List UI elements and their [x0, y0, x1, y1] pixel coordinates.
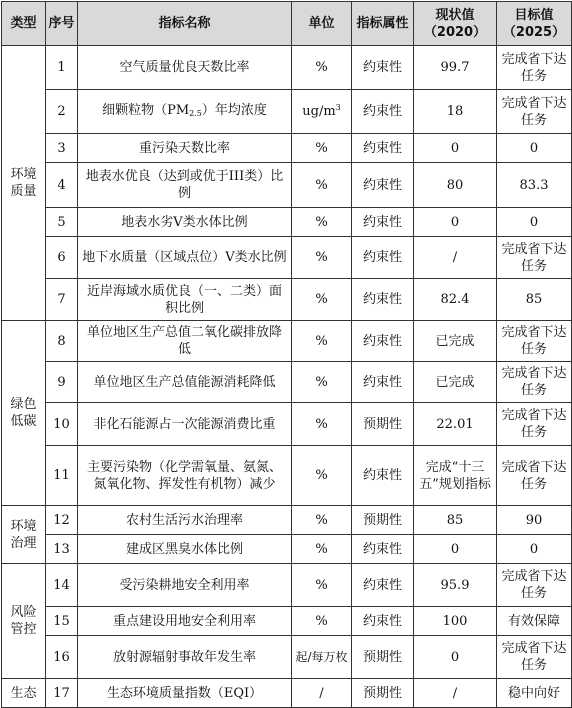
row-attribute: 约束性 — [352, 446, 414, 506]
row-name: 地表水劣V类水体比例 — [78, 208, 292, 237]
row-target: 90 — [497, 506, 572, 535]
row-unit: % — [292, 446, 352, 506]
indicator-table — [1, 1, 572, 708]
row-target: 有效保障 — [497, 607, 572, 636]
category-green-low-carbon: 绿色低碳 — [2, 321, 46, 506]
table-row — [2, 403, 572, 446]
table-row — [2, 636, 572, 679]
row-name: 空气质量优良天数比率 — [78, 46, 292, 90]
row-unit: % — [292, 46, 352, 90]
row-unit: % — [292, 163, 352, 208]
row-name-part: ）年均浓度 — [201, 102, 267, 118]
row-attribute: 约束性 — [352, 564, 414, 607]
row-target: 0 — [497, 535, 572, 564]
row-index: 17 — [46, 679, 78, 708]
row-unit: % — [292, 208, 352, 237]
row-current: 85 — [414, 506, 497, 535]
row-target: 完成省下达任务 — [497, 321, 572, 362]
row-index: 14 — [46, 564, 78, 607]
header-target: 目标值（2025） — [497, 2, 572, 46]
row-index: 10 — [46, 403, 78, 446]
row-name: 重污染天数比率 — [78, 134, 292, 163]
row-index: 7 — [46, 279, 78, 321]
row-name: 生态环境质量指数（EQI） — [78, 679, 292, 708]
row-unit: % — [292, 506, 352, 535]
row-index: 8 — [46, 321, 78, 362]
table-row — [2, 208, 572, 237]
table-row — [2, 237, 572, 279]
table-row — [2, 90, 572, 134]
category-ecology: 生态 — [2, 679, 46, 708]
row-target: 完成省下达任务 — [497, 237, 572, 279]
row-name: 单位地区生产总值二氧化碳排放降低 — [78, 321, 292, 362]
row-current: 0 — [414, 208, 497, 237]
row-current: 99.7 — [414, 46, 497, 90]
row-name — [78, 90, 292, 134]
row-current: 0 — [414, 535, 497, 564]
row-attribute: 约束性 — [352, 208, 414, 237]
table-row — [2, 163, 572, 208]
row-current: 80 — [414, 163, 497, 208]
row-unit: / — [292, 679, 352, 708]
row-attribute: 约束性 — [352, 237, 414, 279]
row-current: 0 — [414, 134, 497, 163]
row-name: 地表水优良（达到或优于III类）比例 — [78, 163, 292, 208]
row-index: 5 — [46, 208, 78, 237]
row-attribute: 约束性 — [352, 134, 414, 163]
row-unit: % — [292, 237, 352, 279]
row-attribute: 预期性 — [352, 506, 414, 535]
row-current: 完成“十三五”规划指标 — [414, 446, 497, 506]
row-unit-superscript: 3 — [335, 103, 341, 112]
row-index: 15 — [46, 607, 78, 636]
row-unit: % — [292, 362, 352, 403]
row-index: 16 — [46, 636, 78, 679]
row-attribute: 约束性 — [352, 163, 414, 208]
row-target: 完成省下达任务 — [497, 446, 572, 506]
row-unit: % — [292, 321, 352, 362]
table-row — [2, 321, 572, 362]
row-current: / — [414, 237, 497, 279]
row-target: 完成省下达任务 — [497, 564, 572, 607]
table-row — [2, 46, 572, 90]
row-current: / — [414, 679, 497, 708]
table-row — [2, 134, 572, 163]
header-unit: 单位 — [292, 2, 352, 46]
row-index: 9 — [46, 362, 78, 403]
row-unit: % — [292, 607, 352, 636]
table-row — [2, 564, 572, 607]
row-attribute: 约束性 — [352, 535, 414, 564]
row-name: 重点建设用地安全利用率 — [78, 607, 292, 636]
row-unit: % — [292, 564, 352, 607]
row-name-subscript: 2.5 — [189, 108, 202, 118]
row-attribute: 约束性 — [352, 279, 414, 321]
header-name: 指标名称 — [78, 2, 292, 46]
row-index: 13 — [46, 535, 78, 564]
row-unit: % — [292, 535, 352, 564]
table-row — [2, 446, 572, 506]
header-category: 类型 — [2, 2, 46, 46]
row-target: 稳中向好 — [497, 679, 572, 708]
row-attribute: 约束性 — [352, 607, 414, 636]
row-name: 农村生活污水治理率 — [78, 506, 292, 535]
row-current: 95.9 — [414, 564, 497, 607]
row-index: 4 — [46, 163, 78, 208]
row-index: 6 — [46, 237, 78, 279]
category-risk-control: 风险管控 — [2, 564, 46, 679]
row-current: 0 — [414, 636, 497, 679]
header-current: 现状值（2020） — [414, 2, 497, 46]
row-index: 11 — [46, 446, 78, 506]
row-target: 完成省下达任务 — [497, 362, 572, 403]
row-target: 85 — [497, 279, 572, 321]
row-attribute: 约束性 — [352, 362, 414, 403]
row-attribute: 预期性 — [352, 679, 414, 708]
row-unit: % — [292, 134, 352, 163]
row-current: 已完成 — [414, 321, 497, 362]
row-unit — [292, 90, 352, 134]
row-target: 完成省下达任务 — [497, 636, 572, 679]
table-row — [2, 679, 572, 708]
row-name: 地下水质量（区域点位）V类水比例 — [78, 237, 292, 279]
row-unit: % — [292, 279, 352, 321]
table-row — [2, 362, 572, 403]
table-row — [2, 506, 572, 535]
row-index: 3 — [46, 134, 78, 163]
header-row — [2, 2, 572, 46]
row-name: 建成区黑臭水体比例 — [78, 535, 292, 564]
row-name: 主要污染物（化学需氧量、氨氮、氮氧化物、挥发性有机物）减少 — [78, 446, 292, 506]
row-target: 完成省下达任务 — [497, 90, 572, 134]
row-current: 已完成 — [414, 362, 497, 403]
row-index: 1 — [46, 46, 78, 90]
row-current: 100 — [414, 607, 497, 636]
row-unit: 起/每万枚 — [292, 636, 352, 679]
row-target: 0 — [497, 134, 572, 163]
row-index: 12 — [46, 506, 78, 535]
header-attribute: 指标属性 — [352, 2, 414, 46]
header-index: 序号 — [46, 2, 78, 46]
row-attribute: 预期性 — [352, 403, 414, 446]
row-unit-base: ug/m — [302, 104, 336, 119]
row-current: 82.4 — [414, 279, 497, 321]
table-row — [2, 535, 572, 564]
row-attribute: 约束性 — [352, 90, 414, 134]
row-target: 完成省下达任务 — [497, 403, 572, 446]
category-env-governance: 环境治理 — [2, 506, 46, 564]
row-target: 0 — [497, 208, 572, 237]
row-unit: % — [292, 403, 352, 446]
row-index: 2 — [46, 90, 78, 134]
row-attribute: 约束性 — [352, 46, 414, 90]
row-name: 受污染耕地安全利用率 — [78, 564, 292, 607]
row-current: 22.01 — [414, 403, 497, 446]
table-row — [2, 607, 572, 636]
row-target: 完成省下达任务 — [497, 46, 572, 90]
table-row — [2, 279, 572, 321]
row-name: 单位地区生产总值能源消耗降低 — [78, 362, 292, 403]
row-name: 放射源辐射事故年发生率 — [78, 636, 292, 679]
row-current: 18 — [414, 90, 497, 134]
category-env-quality: 环境质量 — [2, 46, 46, 321]
row-name: 非化石能源占一次能源消费比重 — [78, 403, 292, 446]
row-target: 83.3 — [497, 163, 572, 208]
row-name: 近岸海域水质优良（一、二类）面积比例 — [78, 279, 292, 321]
row-attribute: 预期性 — [352, 636, 414, 679]
row-name-part: 细颗粒物（PM — [102, 102, 190, 118]
row-attribute: 约束性 — [352, 321, 414, 362]
